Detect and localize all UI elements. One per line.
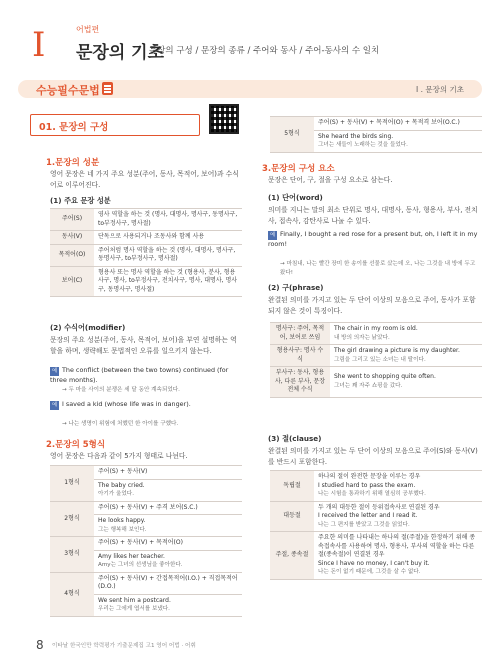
- s3-title: 3.문장의 구성 요소: [262, 164, 335, 174]
- section-title: 01. 문장의 구성: [39, 122, 109, 133]
- s1-text: 영어 문장은 네 가지 주요 성분(주어, 동사, 목적어, 보어)과 수식어로 이루어진다.: [50, 170, 239, 189]
- banner-title: 수능필수문법: [36, 84, 100, 97]
- section-banner: [18, 80, 482, 98]
- example-1-translation: → 두 마을 사이의 분쟁은 세 달 동안 계속되었다.: [62, 387, 180, 393]
- page-number: 8: [36, 638, 44, 652]
- s1-title: 1.문장의 성분: [46, 158, 100, 168]
- example-3-translation: → 마침내, 나는 빨간 장미 한 송이를 선물로 샀는데 오, 나는 그것을 내 방에 두고 왔다!: [280, 261, 476, 276]
- table-row: 주어(S) 영사 역할을 하는 것 (명사, 대명사, 명사구, 동명사구, to부정사구, 명사절): [50, 209, 242, 231]
- table-row: 5형식 주어(S) + 동사(V) + 목적어(O) + 목적격 보어(O.C.): [270, 117, 482, 131]
- chapter-title: 문장의 기초: [76, 43, 165, 63]
- table-row: 보어(C) 형용사 또는 명사 역할을 하는 것 (형용사, 분사, 형용사구, 명사, to부정사구, 전치사구, 명사, 대명사, 명사구, 동명사구, 명사절): [50, 266, 242, 297]
- table-row: Amy likes her teacher. Amy는 그녀의 선생님을 좋아한다.: [50, 550, 242, 572]
- s3-text: 문장은 단어, 구, 절을 구성 요소로 삼는다.: [268, 176, 393, 184]
- table-row: 명사구: 주어, 목적어, 보어로 쓰임 The chair in my room is old. 내 방의 의자는 낡았다.: [270, 323, 482, 345]
- part-label: 어법편: [76, 25, 100, 34]
- table-row: 목적어(O) 주어처럼 명사 역할을 하는 것 (명사, 대명사, 명사구, 동명사구, to부정사구, 명사절): [50, 244, 242, 266]
- table-row: He looks happy. 그는 행복해 보인다.: [50, 515, 242, 537]
- table-row: 형용사구: 명사 수식 The girl drawing a picture is my daughter. 그림을 그리고 있는 소녀는 내 딸이다.: [270, 345, 482, 367]
- example-tag: 예: [270, 232, 276, 238]
- s2-title: 2.문장의 5형식: [46, 440, 106, 450]
- s3b-text: 완결된 의미를 가지고 있는 두 단어 이상의 모음으로 주어, 동사가 포함되지 않은 것이 특징이다.: [268, 296, 476, 315]
- pattern5-table: [270, 116, 482, 153]
- s1b-title: (2) 수식어(modifier): [50, 323, 126, 332]
- table-row: 3형식 주어(S) + 동사(V) + 목적어(O): [50, 537, 242, 551]
- chapter-numeral: I: [32, 25, 46, 65]
- table-row: She heard the birds sing. 그녀는 새들이 노래하는 것을 들었다.: [270, 130, 482, 152]
- chapter-header: [0, 0, 500, 68]
- table-row: 4형식 주어(S) + 동사(V) + 간접목적어(I.O.) + 직접목적어(D.O.): [50, 572, 242, 594]
- book-icon: [102, 82, 113, 95]
- phrase-table: [270, 322, 482, 398]
- table-row: 주절, 종속절 주요한 의미를 나타내는 하나의 절(주절)을 한정하기 위해 종속접속사를 사용하여 명사, 형용사, 부사의 역할을 하는 다른 절(종속절)이 연결된 경우 Since I have no money, I can't buy it. 나는 돈이 없기 때문에, 그것을 살 수 없다.: [270, 532, 482, 580]
- table-row: 1형식 주어(S) + 동사(V): [50, 466, 242, 480]
- table-row: 2형식 주어(S) + 동사(V) + 주격 보어(S.C.): [50, 501, 242, 515]
- s1b-text: 문장의 주요 성분(주어, 동사, 목적어, 보어)을 부연 설명하는 역할을 하며, 생략해도 문법적인 오류를 일으키지 않는다.: [50, 336, 237, 355]
- clause-table: [270, 470, 482, 580]
- banner-breadcrumb: I . 문장의 기초: [416, 85, 464, 94]
- section-title-box: [30, 114, 200, 136]
- table-row: 대등절 두 개의 대등한 절이 등위접속사로 연결된 경우 I received the letter and I read it. 나는 그 편지를 받았고 그것을 읽었다.: [270, 501, 482, 532]
- qr-code-icon[interactable]: [209, 104, 239, 134]
- footer-text: 이타날 한국인만 학력평가 기출문제집 고1 영어 어법 · 어휘: [52, 643, 196, 649]
- s2-text: 영어 문장은 다음과 같이 5가지 형태로 나뉜다.: [50, 452, 188, 460]
- example-2: 예 I saved a kid (whose life was in danger).: [52, 400, 191, 408]
- components-table: [50, 208, 242, 297]
- table-row: 독립절 하나의 절이 완전한 문장을 이루는 경우 I studied hard to pass the exam. 나는 시험을 통과하기 위해 열심히 공부했다.: [270, 471, 482, 502]
- s3c-text: 완결된 의미를 가지고 있는 두 단어 이상의 모음으로 주어(S)와 동사(V)를 반드시 포함한다.: [268, 447, 478, 466]
- s3c-title: (3) 절(clause): [268, 434, 322, 443]
- example-tag: 예: [52, 402, 58, 408]
- table-row: We sent him a postcard. 우리는 그에게 엽서를 보냈다.: [50, 594, 242, 616]
- example-tag: 예: [52, 368, 58, 374]
- sentence-patterns-table: [50, 465, 242, 617]
- chapter-subtitle: 문장의 구성 / 문장의 종류 / 주어와 동사 / 주어-동사의 수 일치: [149, 46, 380, 56]
- table-row: The baby cried. 아기가 울었다.: [50, 479, 242, 501]
- table-row: 부사구: 동사, 형용사, 다른 부사, 문장 전체 수식 She went to shopping quite often. 그녀는 꽤 자주 쇼핑을 갔다.: [270, 367, 482, 398]
- example-3: 예 Finally, I bought a red rose for a present but, oh, I left it in my room!: [268, 230, 478, 248]
- s3a-title: (1) 단어(word): [268, 193, 323, 202]
- s3b-title: (2) 구(phrase): [268, 283, 324, 292]
- s3a-text: 의미를 지니는 말의 최소 단위로 명사, 대명사, 동사, 형용사, 부사, 전치사, 접속사, 감탄사로 나눌 수 있다.: [268, 206, 478, 225]
- example-1: 예 The conflict (between the two towns) continued (for three months).: [50, 366, 229, 384]
- table-row: 동사(V) 단독으로 사용되거나 조동사와 함께 사용: [50, 231, 242, 245]
- example-2-translation: → 나는 생명이 위험에 처했던 한 아이를 구했다.: [62, 421, 179, 427]
- s1a-title: (1) 주요 문장 성분: [50, 196, 111, 205]
